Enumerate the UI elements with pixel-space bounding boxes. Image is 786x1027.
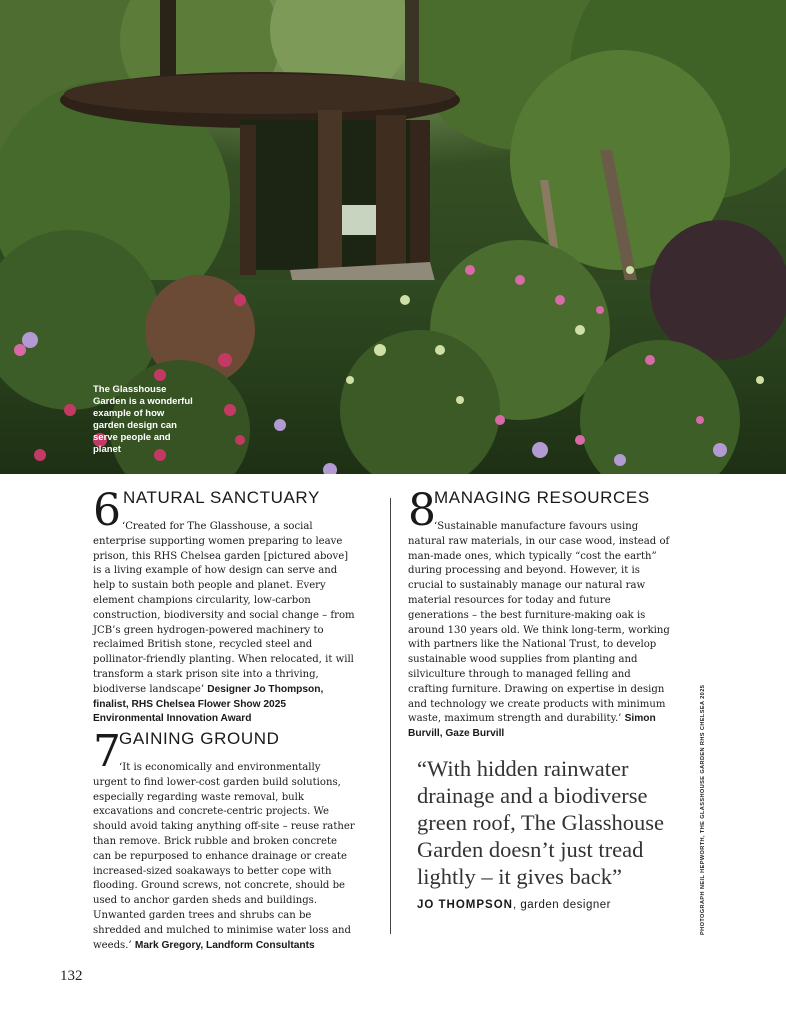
pull-quote-name: JO THOMPSON	[417, 899, 513, 911]
column-divider	[390, 498, 391, 934]
section-number: 7	[93, 726, 121, 777]
pull-quote: “With hidden rainwater drainage and a biodiverse green roof, The Glasshouse Garden doesn’t just tread lightly – it gives back”	[417, 756, 665, 889]
page-number: 132	[60, 968, 83, 984]
section-body: ‘Created for The Glasshouse, a social enterprise supporting women preparing to leave prison, this RHS Chelsea garden [pictured above] is a living example of how design can serve and help to sustain both people and planet. Every element champions circularity, low-carbon construction, biodiversity and social change – from JCB’s green hydrogen-powered machinery to reclaimed British stone, recycled steel and pollinator-friendly planting. When relocated, it will transform a stark prison site into a thriving, biodiverse landscape’	[93, 521, 355, 695]
section-attribution: Designer Jo Thompson, finalist, RHS Chelsea Flower Show 2025 Environmental Innovation Award	[93, 683, 324, 725]
section-body: ‘Sustainable manufacture favours using natural raw materials, in our case wood, instead of man-made ones, which typically “cost the earth” during processing and beyond. However, it is crucial to sustainably manage our natural raw material resources for today and future generations – the best furniture-making oak is around 130 years old. We think long-term, working with partners like the National Trust, to develop sustainable wood supplies from planting and silviculture through to managed felling and crafting furniture. Drawing on expertise in design and technology we create products with minimum waste, maximum strength and durability.’	[408, 521, 670, 725]
pull-quote-block	[417, 755, 687, 911]
section-gaining-ground	[93, 726, 357, 953]
section-natural-sanctuary	[93, 485, 357, 727]
section-managing-resources	[408, 485, 672, 742]
section-title: MANAGING RESOURCES	[434, 488, 650, 507]
photo-caption: The Glasshouse Garden is a wonderful example of how garden design can serve people and planet	[93, 384, 193, 455]
pull-quote-role: , garden designer	[512, 899, 611, 911]
section-body: ‘It is economically and environmentally urgent to find lower-cost garden build solutions, especially regarding waste removal, bulk excavations and concrete-centric projects. We should avoid taking anything off-site – reuse rather than remove. Brick rubble and broken concrete can be repurposed to enhance drainage or create increased-sized soakaways to better cope with flooding. Ground screws, not concrete, should be used to anchor garden sheds and buildings. Unwanted garden trees and shrubs can be shredded and mulched to minimise water loss and weeds.’	[93, 762, 355, 951]
photo-credit: PHOTOGRAPH NEIL HEPWORTH, THE GLASSHOUSE GARDEN RHS CHELSEA 2025	[700, 684, 706, 935]
section-attribution: Simon Burvill, Gaze Burvill	[408, 713, 656, 740]
section-number: 8	[408, 485, 436, 536]
section-attribution: Mark Gregory, Landform Consultants	[134, 939, 315, 951]
section-number: 6	[93, 485, 121, 536]
pull-quote-attribution	[417, 899, 687, 911]
section-title: NATURAL SANCTUARY	[123, 488, 320, 507]
garden-photo	[0, 0, 786, 474]
section-title: GAINING GROUND	[119, 729, 280, 748]
